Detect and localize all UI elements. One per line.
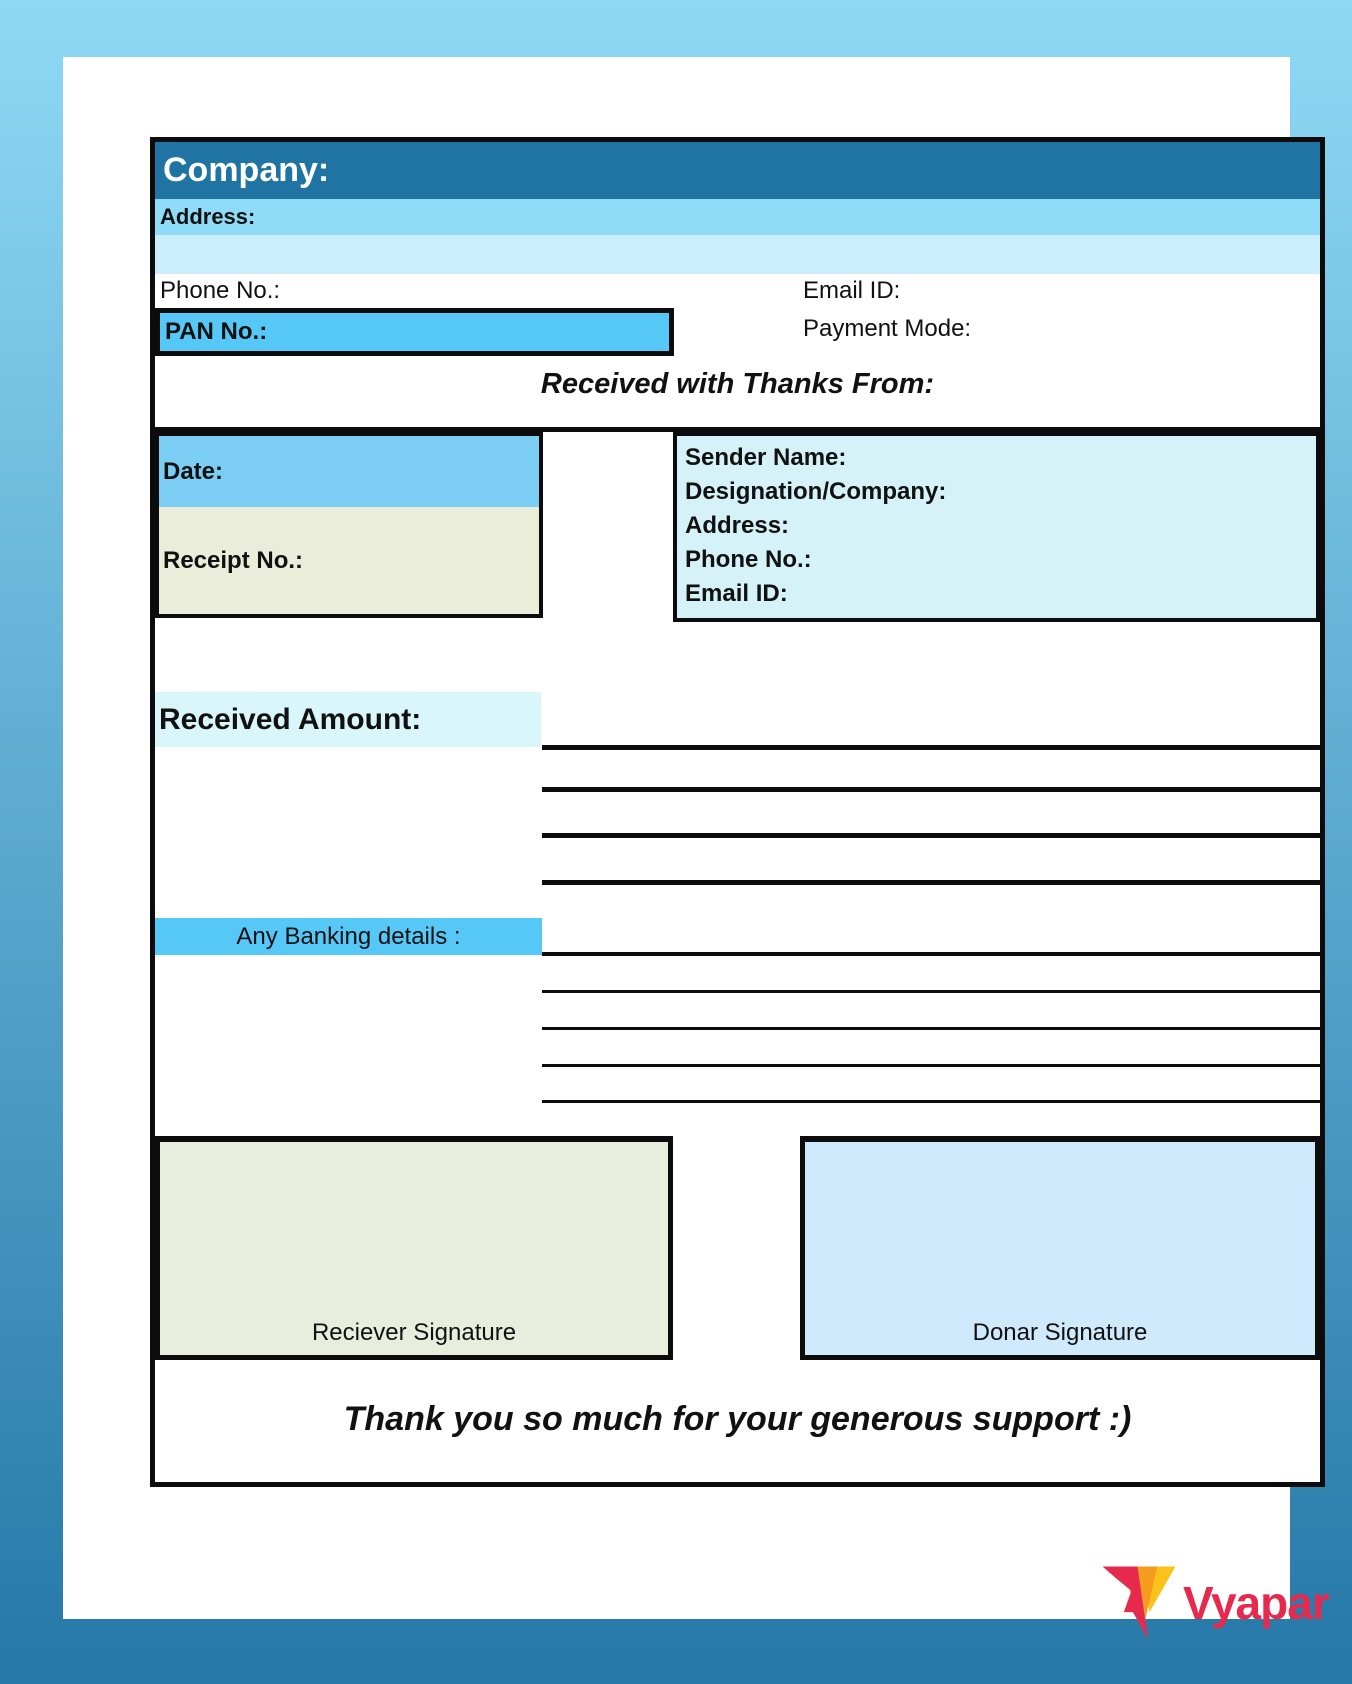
rule-line xyxy=(542,1064,1320,1067)
sender-name-label: Sender Name: xyxy=(685,444,847,471)
phone-label: Phone No.: xyxy=(160,277,281,304)
rule-line xyxy=(542,990,1320,993)
receipt-card xyxy=(63,57,1329,1629)
donation-receipt-form xyxy=(150,137,1325,1487)
rule-line xyxy=(542,880,1320,885)
designation-company-label: Designation/Company: xyxy=(685,478,947,505)
rule-line xyxy=(542,787,1320,792)
receipt-no-label: Receipt No.: xyxy=(163,546,304,574)
receipt-no-field xyxy=(159,507,539,614)
pan-label: PAN No.: xyxy=(165,318,268,345)
donar-signature-label: Donar Signature xyxy=(972,1319,1148,1346)
email-label: Email ID: xyxy=(803,277,901,304)
banking-details-highlight xyxy=(155,918,542,955)
sender-email-label: Email ID: xyxy=(685,580,788,607)
receiver-signature-label: Reciever Signature xyxy=(311,1319,517,1346)
receiver-signature-box xyxy=(155,1136,673,1360)
date-label: Date: xyxy=(163,457,224,485)
banking-rule-line xyxy=(542,952,1320,956)
payment-mode-label: Payment Mode: xyxy=(803,315,972,342)
rule-line xyxy=(542,1100,1320,1103)
section-heading: Received with Thanks From: xyxy=(540,368,935,400)
amount-rule-line xyxy=(542,745,1320,750)
address-label: Address: xyxy=(160,204,256,229)
rule-line xyxy=(542,833,1320,838)
company-label: Company: xyxy=(163,151,330,189)
sender-address-label: Address: xyxy=(685,512,790,539)
pan-number-box xyxy=(155,308,674,356)
thank-you-message: Thank you so much for your generous support :) xyxy=(343,1400,1132,1438)
received-amount-label: Received Amount: xyxy=(159,702,422,736)
sender-phone-label: Phone No.: xyxy=(685,546,812,573)
donar-signature-box xyxy=(800,1136,1320,1360)
company-header-bar xyxy=(155,142,1320,199)
contact-row xyxy=(155,274,1320,310)
vyapar-wordmark: Vyapar xyxy=(1183,1577,1329,1629)
date-receipt-box xyxy=(155,432,543,618)
address-bar xyxy=(155,199,1320,235)
address-value-bar xyxy=(155,235,1320,274)
vyapar-logo-icon xyxy=(1101,1565,1177,1641)
rule-line xyxy=(542,1027,1320,1030)
date-field xyxy=(159,436,539,507)
banking-details-label: Any Banking details : xyxy=(236,922,461,950)
vyapar-brand xyxy=(1101,1565,1329,1641)
sender-details-box xyxy=(673,432,1320,622)
received-amount-highlight xyxy=(155,692,541,747)
